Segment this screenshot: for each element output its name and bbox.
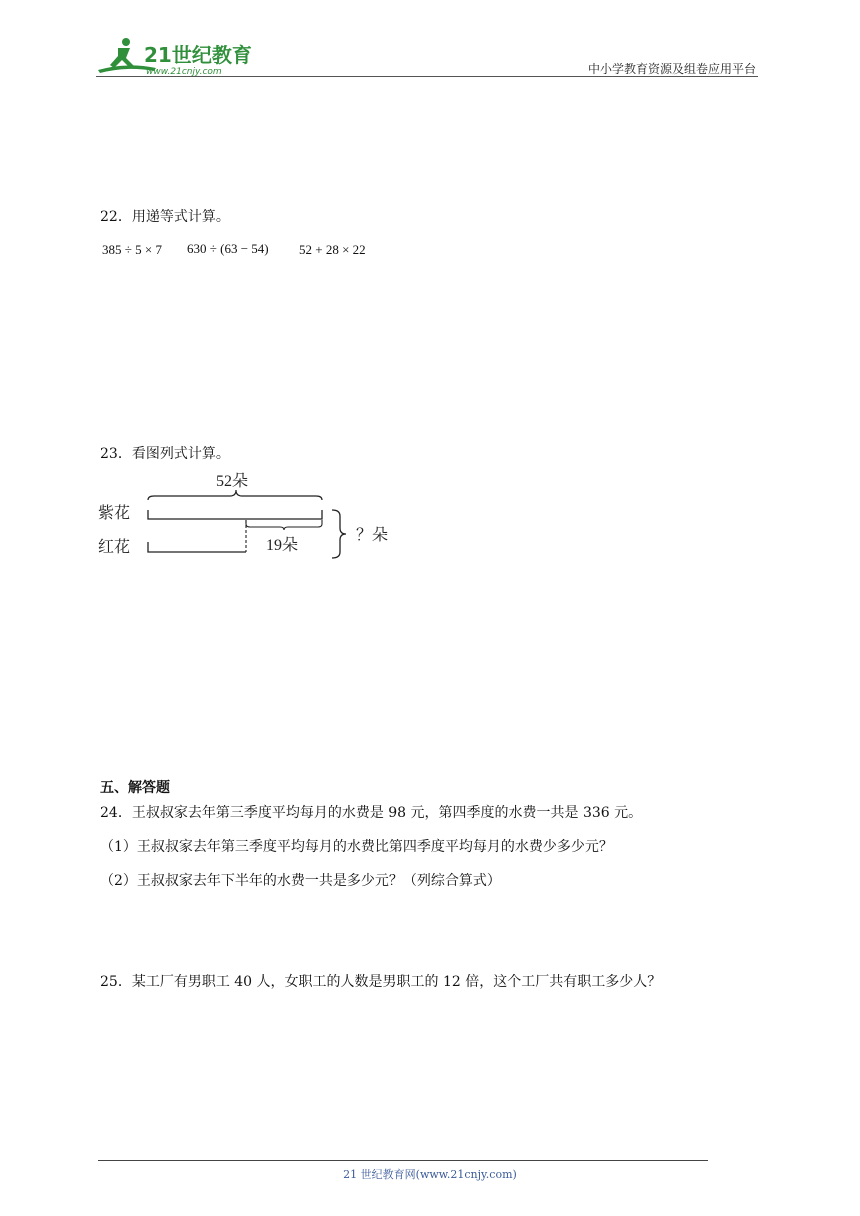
- q24-title: 24．王叔叔家去年第三季度平均每月的水费是 98 元，第四季度的水费一共是 336 元。: [100, 805, 643, 821]
- section-5-title: 五、解答题: [100, 780, 170, 796]
- footer-divider: [98, 1160, 708, 1161]
- site-logo: [96, 36, 266, 78]
- diagram-red-bar: [148, 542, 246, 552]
- footer-link[interactable]: 21 世纪教育网(www.21cnjy.com): [343, 1168, 517, 1181]
- header-platform-text: 中小学教育资源及组卷应用平台: [587, 62, 756, 76]
- q22-formula-2: 630 ÷ (63 − 54): [187, 241, 269, 256]
- diagram-diff-brace: [246, 520, 322, 530]
- q22-formula-3: 52 + 28 × 22: [299, 242, 366, 257]
- diagram-question-label: ？朵: [356, 527, 389, 544]
- header-divider: [96, 76, 758, 77]
- q22-title: 22．用递等式计算。: [100, 209, 230, 225]
- q24-sub1: （1）王叔叔家去年第三季度平均每月的水费比第四季度平均每月的水费少多少元？: [100, 839, 613, 855]
- q25-title: 25．某工厂有男职工 40 人，女职工的人数是男职工的 12 倍，这个工厂共有职工多少人？: [100, 974, 662, 990]
- q24-sub2: （2）王叔叔家去年下半年的水费一共是多少元？（列综合算式）: [100, 873, 501, 889]
- logo-text: 21世纪教育: [144, 43, 252, 67]
- q22-formula-1: 385 ÷ 5 × 7: [102, 242, 162, 257]
- q23-line-diagram: [94, 466, 404, 566]
- diagram-diff-label: 19朵: [266, 537, 299, 554]
- diagram-red-label: 红花: [98, 539, 131, 556]
- diagram-total-brace: [148, 490, 322, 500]
- diagram-total-label: 52朵: [216, 473, 249, 490]
- diagram-purple-bar: [148, 510, 322, 519]
- logo-url: www.21cnjy.com: [146, 67, 222, 77]
- diagram-right-brace: [332, 510, 346, 558]
- diagram-purple-label: 紫花: [98, 505, 131, 522]
- q23-title: 23．看图列式计算。: [100, 446, 230, 462]
